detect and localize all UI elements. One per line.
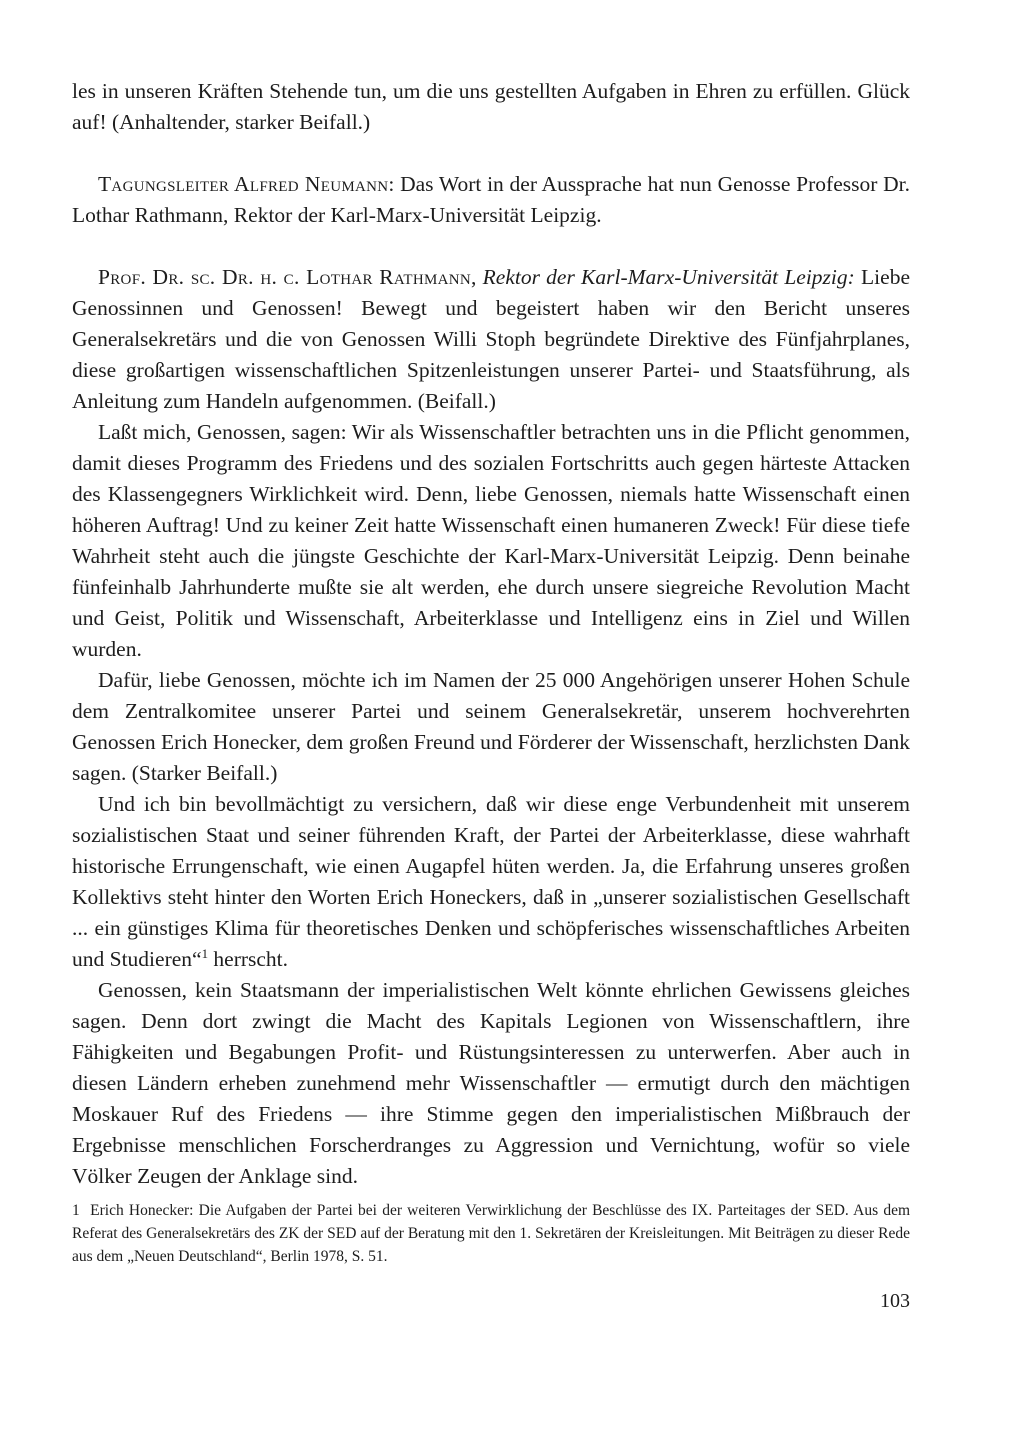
quote-text: Und ich bin bevollmächtigt zu versichern, daß wir diese enge Verbundenheit mit unserem sozialistischen Staat und seiner führenden Kraft, der Partei der Arbeiterklasse, diese wahrhaft historische Errungenschaft, wie einen Augapfel hüten werden. Ja, die Erfahrung unseres großen Kollektivs steht hinter den Worten Erich Honeckers, daß in „unserer sozialistischen Gesellschaft ... ein günstiges Klima für theoretisches Denken und schöpferisches wissenschaftliches Arbeiten und Studieren“ bbox=[72, 792, 910, 971]
speaker-role: Rektor der Karl-Marx-Universität Leipzig: bbox=[482, 265, 855, 289]
speaker-paragraph: Prof. Dr. sc. Dr. h. c. Lothar Rathmann, Rektor der Karl-Marx-Universität Leipzig: Liebe Genossinnen und Genossen! Bewegt und begeistert haben wir den Bericht unseres Generalsekretärs und die von Genossen Willi Stoph begründete Direktive des Fünfjahrplanes, diese großartigen wissenschaftlichen Spitzenleistungen unserer Partei- und Staatsführung, als Anleitung zum Handeln aufgenommen. (Beifall.) bbox=[72, 265, 910, 413]
speech-paragraph: Dafür, liebe Genossen, möchte ich im Namen der 25 000 Angehörigen unserer Hohen Schule dem Zentralkomitee unserer Partei und seinem Generalsekretär, unserem hochverehrten Genossen Erich Honecker, dem großen Freund und Förderer der Wissenschaft, herzlichsten Dank sagen. (Starker Beifall.) bbox=[72, 668, 910, 785]
speech-paragraph: Laßt mich, Genossen, sagen: Wir als Wissenschaftler betrachten uns in die Pflicht genommen, damit dieses Programm des Friedens und des sozialen Fortschritts auch gegen härteste Attacken des Klassengegners Wirklichkeit wird. Denn, liebe Genossen, niemals hatte Wissenschaft einen höheren Auftrag! Und zu keiner Zeit hatte Wissenschaft einen humaneren Zweck! Für diese tiefe Wahrheit steht auch die jüngste Geschichte der Karl-Marx-Universität Leipzig. Denn beinahe fünfeinhalb Jahrhunderte mußte sie alt werden, ehe durch unsere siegreiche Revolution Macht und Geist, Politik und Wissenschaft, Arbeiterklasse und Intelligenz eins in Ziel und Willen wurden. bbox=[72, 420, 910, 661]
page-number: 103 bbox=[880, 1290, 910, 1312]
speech-paragraph-quote bbox=[72, 789, 910, 975]
speech-opening: Liebe Genossinnen und Genossen! Bewegt und begeistert haben wir den Bericht unseres Generalsekretärs und die von Genossen Willi Stoph begründete Direktive des Fünfjahrplanes, diese großartigen wissenschaftlichen Spitzenleistungen unserer Partei- und Staatsführung, als Anleitung zum Handeln aufgenommen. (Beifall.) bbox=[72, 265, 910, 413]
footnote-text: Erich Honecker: Die Aufgaben der Partei bei der weiteren Verwirklichung der Beschlüsse des IX. Parteitages der SED. Aus dem Referat des Generalsekretärs des ZK der SED auf der Beratung mit den 1. Sekretären der Kreisleitungen. Mit Beiträgen zu dieser Rede aus dem „Neuen Deutschland“, Berlin 1978, S. 51. bbox=[72, 1202, 911, 1265]
spacer bbox=[72, 231, 910, 262]
chair-text: : Das Wort in der Aussprache hat nun Genosse Professor Dr. Lothar Rathmann, Rektor der Karl-Marx-Universität Leipzig. bbox=[72, 172, 910, 227]
chair-paragraph bbox=[72, 169, 910, 231]
continuation-paragraph: les in unseren Kräften Stehende tun, um die uns gestellten Aufgaben in Ehren zu erfüllen. Glück auf! (Anhaltender, starker Beifall.) bbox=[72, 79, 910, 134]
footnotes bbox=[72, 1199, 910, 1268]
quote-end: herrscht. bbox=[208, 947, 289, 971]
spacer bbox=[72, 138, 910, 169]
speech-paragraph: Genossen, kein Staatsmann der imperialistischen Welt könnte ehrlichen Gewissens gleiches sagen. Denn dort zwingt die Macht des Kapitals Legionen von Wissenschaftlern, ihre Fähigkeiten und Begabungen Profit- und Rüstungsinteressen zu unterwerfen. Aber auch in diesen Ländern erheben zunehmend mehr Wissenschaftler — ermutigt durch den mächtigen Moskauer Ruf des Friedens — ihre Stimme gegen den imperialistischen Mißbrauch der Ergebnisse menschlichen Forscherdranges zu Aggression und Vernichtung, wofür so viele Völker Zeugen der Anklage sind. bbox=[72, 978, 910, 1188]
body-text bbox=[72, 76, 910, 1192]
speaker-name: Prof. Dr. sc. Dr. h. c. Lothar Rathmann bbox=[98, 265, 472, 289]
footnote bbox=[72, 1199, 910, 1268]
footnote-number: 1 bbox=[72, 1202, 80, 1219]
chair-speaker: Tagungsleiter Alfred Neumann bbox=[98, 172, 389, 196]
footnote-reference[interactable]: 1 bbox=[201, 946, 209, 961]
